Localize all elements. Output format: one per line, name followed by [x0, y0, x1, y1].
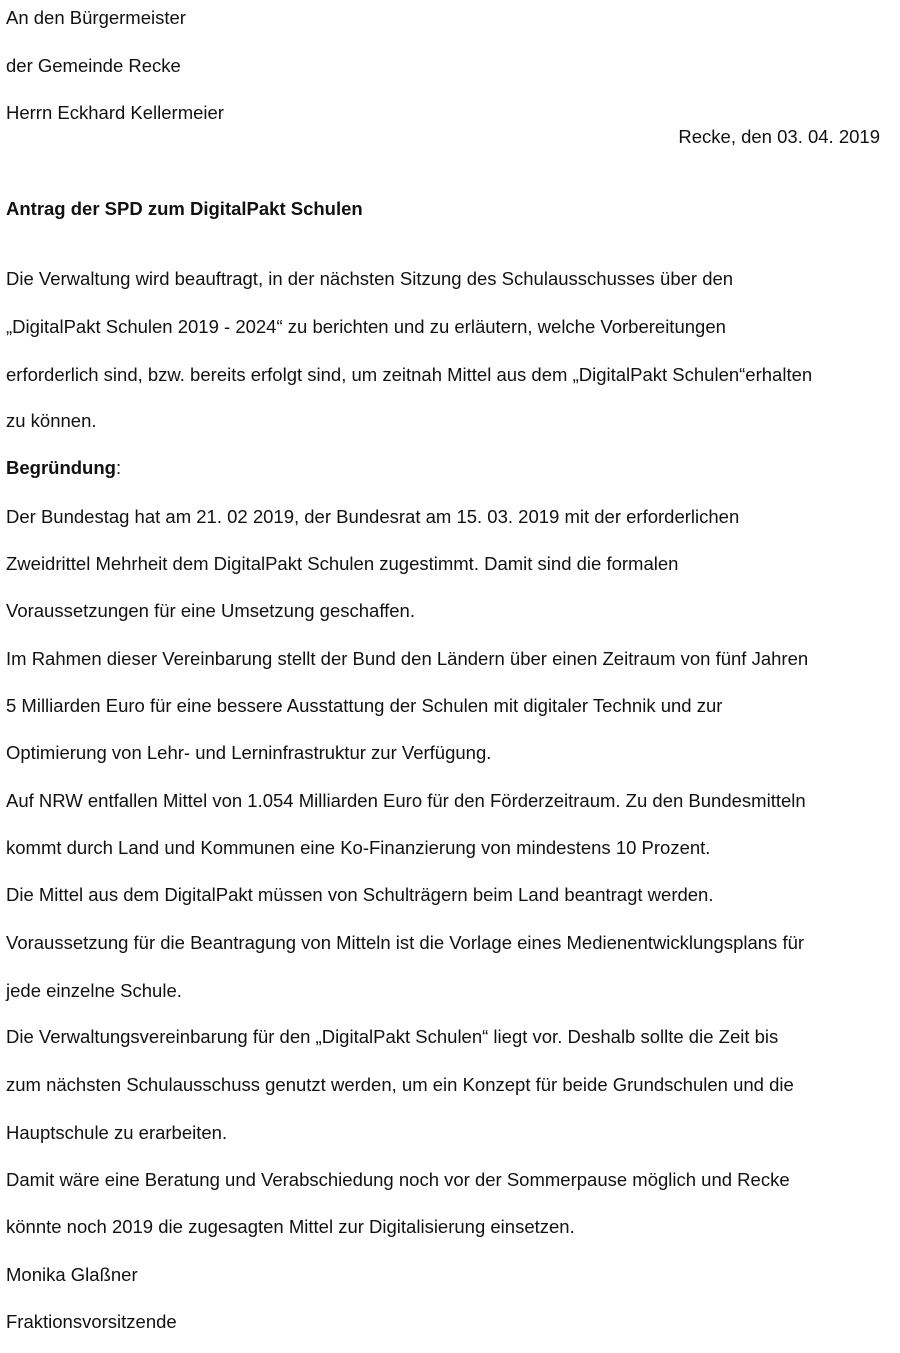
recipient-line-3: Herrn Eckhard Kellermeier	[6, 102, 224, 123]
justification-line-15: Damit wäre eine Beratung und Verabschiedung noch vor der Sommerpause möglich und Recke	[6, 1169, 790, 1190]
justification-line-16: könnte noch 2019 die zugesagten Mittel zur Digitalisierung einsetzen.	[6, 1216, 575, 1237]
justification-line-3: Voraussetzungen für eine Umsetzung geschaffen.	[6, 600, 415, 621]
motion-line-2: „DigitalPakt Schulen 2019 - 2024“ zu berichten und zu erläutern, welche Vorbereitungen	[6, 316, 726, 337]
justification-line-13: zum nächsten Schulausschuss genutzt werden, um ein Konzept für beide Grundschulen und die	[6, 1074, 794, 1095]
signature-name: Monika Glaßner	[6, 1264, 138, 1285]
subject-heading: Antrag der SPD zum DigitalPakt Schulen	[6, 198, 363, 219]
justification-line-12: Die Verwaltungsvereinbarung für den „DigitalPakt Schulen“ liegt vor. Deshalb sollte die Zeit bis	[6, 1026, 779, 1047]
justification-colon: :	[115, 457, 122, 478]
justification-line-6: Optimierung von Lehr- und Lerninfrastruktur zur Verfügung.	[6, 742, 492, 763]
letter-date: Recke, den 03. 04. 2019	[678, 126, 880, 147]
justification-line-1: Der Bundestag hat am 21. 02 2019, der Bundesrat am 15. 03. 2019 mit der erforderlichen	[6, 506, 740, 527]
justification-line-11: jede einzelne Schule.	[6, 980, 182, 1001]
signature-role: Fraktionsvorsitzende	[6, 1311, 177, 1332]
motion-line-3: erforderlich sind, bzw. bereits erfolgt sind, um zeitnah Mittel aus dem „DigitalPakt Schulen“erhalten	[6, 364, 813, 385]
justification-line-10: Voraussetzung für die Beantragung von Mitteln ist die Vorlage eines Medienentwicklungsplans für	[6, 932, 805, 953]
justification-line-14: Hauptschule zu erarbeiten.	[6, 1122, 228, 1143]
justification-line-7: Auf NRW entfallen Mittel von 1.054 Milliarden Euro für den Förderzeitraum. Zu den Bundesmitteln	[6, 790, 806, 811]
justification-heading-row	[6, 456, 121, 480]
justification-line-9: Die Mittel aus dem DigitalPakt müssen von Schulträgern beim Land beantragt werden.	[6, 884, 714, 905]
motion-line-1: Die Verwaltung wird beauftragt, in der nächsten Sitzung des Schulausschusses über den	[6, 268, 734, 289]
justification-line-8: kommt durch Land und Kommunen eine Ko-Finanzierung von mindestens 10 Prozent.	[6, 837, 711, 858]
justification-line-5: 5 Milliarden Euro für eine bessere Ausstattung der Schulen mit digitaler Technik und zur	[6, 695, 723, 716]
justification-heading: Begründung	[6, 457, 116, 478]
motion-line-4: zu können.	[6, 410, 97, 431]
recipient-line-1: An den Bürgermeister	[6, 7, 186, 28]
recipient-line-2: der Gemeinde Recke	[6, 55, 181, 76]
justification-line-2: Zweidrittel Mehrheit dem DigitalPakt Schulen zugestimmt. Damit sind die formalen	[6, 553, 679, 574]
justification-line-4: Im Rahmen dieser Vereinbarung stellt der Bund den Ländern über einen Zeitraum von fünf Jahren	[6, 648, 809, 669]
